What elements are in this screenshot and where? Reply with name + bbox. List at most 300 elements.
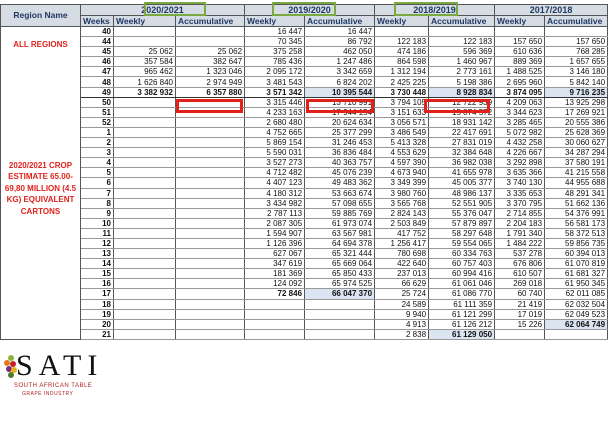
- accumulative-cell-2018: 56 581 173: [545, 218, 608, 228]
- table-row: [1, 77, 608, 87]
- weekly-cell-2019: 1 256 417: [375, 238, 429, 248]
- weekly-cell-2020: 181 369: [245, 269, 305, 279]
- accumulative-cell-2020: 6 824 202: [305, 77, 375, 87]
- weekly-cell-2019: 66 629: [375, 279, 429, 289]
- weekly-cell-2021: 25 062: [114, 47, 176, 57]
- accumulative-cell-2018: 20 555 386: [545, 117, 608, 127]
- accumulative-cell-2019: 45 005 377: [429, 178, 495, 188]
- weekly-cell-2019: 4 553 629: [375, 148, 429, 158]
- weekly-cell-2018: 3 874 095: [495, 87, 545, 97]
- accumulative-cell-2020: 65 850 433: [305, 269, 375, 279]
- accumulative-header-2021: Accumulative: [176, 16, 245, 27]
- accumulative-cell-2020: 40 363 757: [305, 158, 375, 168]
- accumulative-cell-2020: 45 076 239: [305, 168, 375, 178]
- accumulative-cell-2021: [176, 319, 245, 329]
- accumulative-cell-2018: 30 060 627: [545, 138, 608, 148]
- weekly-cell-2018: [495, 329, 545, 339]
- accumulative-cell-2021: [176, 188, 245, 198]
- week-cell: 50: [81, 97, 114, 107]
- weekly-header-2021: Weekly: [114, 16, 176, 27]
- accumulative-cell-2021: [176, 158, 245, 168]
- accumulative-cell-2019: 61 111 359: [429, 299, 495, 309]
- weekly-cell-2019: 3 349 399: [375, 178, 429, 188]
- accumulative-cell-2018: 3 146 180: [545, 67, 608, 77]
- weekly-cell-2018: 1 484 222: [495, 238, 545, 248]
- weekly-cell-2021: [114, 208, 176, 218]
- table-row: [1, 47, 608, 57]
- accumulative-cell-2020: 16 447: [305, 27, 375, 37]
- accumulative-cell-2019: 32 384 648: [429, 148, 495, 158]
- weekly-cell-2020: [245, 329, 305, 339]
- accumulative-cell-2020: 86 792: [305, 37, 375, 47]
- table-row: [1, 27, 608, 37]
- accumulative-cell-2021: 382 647: [176, 57, 245, 67]
- accumulative-cell-2018: 51 662 136: [545, 198, 608, 208]
- accumulative-cell-2020: 64 694 378: [305, 238, 375, 248]
- table-row: [1, 127, 608, 137]
- crop-estimate-label: 2020/2021 CROP ESTIMATE 65.00-69,80 MILLION (4.5 KG) EQUIVALENT CARTONS: [4, 160, 77, 216]
- weekly-cell-2018: 537 278: [495, 249, 545, 259]
- weekly-cell-2020: [245, 309, 305, 319]
- accumulative-cell-2019: 60 757 403: [429, 259, 495, 269]
- weekly-cell-2018: 3 740 130: [495, 178, 545, 188]
- accumulative-cell-2021: [176, 269, 245, 279]
- table-row: [1, 279, 608, 289]
- weekly-cell-2020: 347 619: [245, 259, 305, 269]
- weekly-cell-2018: 2 695 960: [495, 77, 545, 87]
- weekly-cell-2018: 2 714 855: [495, 208, 545, 218]
- weekly-cell-2021: [114, 228, 176, 238]
- weekly-cell-2020: 4 180 312: [245, 188, 305, 198]
- weekly-cell-2018: 269 018: [495, 279, 545, 289]
- weekly-cell-2019: 1 312 194: [375, 67, 429, 77]
- accumulative-cell-2018: 9 716 235: [545, 87, 608, 97]
- accumulative-cell-2021: [176, 309, 245, 319]
- weekly-cell-2020: 2 680 480: [245, 117, 305, 127]
- accumulative-cell-2018: [545, 329, 608, 339]
- accumulative-cell-2020: 65 321 444: [305, 249, 375, 259]
- accumulative-cell-2018: [545, 27, 608, 37]
- weekly-cell-2018: 610 507: [495, 269, 545, 279]
- accumulative-cell-2018: 5 842 140: [545, 77, 608, 87]
- accumulative-cell-2018: 768 285: [545, 47, 608, 57]
- accumulative-cell-2018: 62 032 504: [545, 299, 608, 309]
- accumulative-cell-2019: 36 982 038: [429, 158, 495, 168]
- accumulative-cell-2021: [176, 27, 245, 37]
- week-cell: 6: [81, 178, 114, 188]
- accumulative-cell-2018: 60 394 013: [545, 249, 608, 259]
- weekly-cell-2020: [245, 299, 305, 309]
- week-cell: 46: [81, 57, 114, 67]
- table-row: [1, 188, 608, 198]
- weekly-cell-2019: 3 730 448: [375, 87, 429, 97]
- weekly-cell-2021: [114, 319, 176, 329]
- weekly-cell-2020: 1 594 907: [245, 228, 305, 238]
- accumulative-cell-2019: 60 994 416: [429, 269, 495, 279]
- accumulative-cell-2020: [305, 329, 375, 339]
- season-header-2018: 2017/2018: [495, 5, 608, 16]
- accumulative-cell-2019: 18 931 142: [429, 117, 495, 127]
- accumulative-cell-2018: 62 011 085: [545, 289, 608, 299]
- week-cell: 4: [81, 158, 114, 168]
- accumulative-cell-2021: [176, 168, 245, 178]
- weekly-cell-2019: 2 425 225: [375, 77, 429, 87]
- weekly-cell-2020: 5 869 154: [245, 138, 305, 148]
- accumulative-cell-2020: 63 567 981: [305, 228, 375, 238]
- table-row: [1, 259, 608, 269]
- accumulative-cell-2021: [176, 249, 245, 259]
- accumulative-cell-2020: [305, 309, 375, 319]
- weekly-cell-2021: [114, 27, 176, 37]
- accumulative-cell-2019: 58 297 648: [429, 228, 495, 238]
- accumulative-cell-2021: [176, 127, 245, 137]
- accumulative-cell-2019: 1 460 967: [429, 57, 495, 67]
- weekly-cell-2021: [114, 299, 176, 309]
- weekly-cell-2021: [114, 138, 176, 148]
- weekly-cell-2019: 417 752: [375, 228, 429, 238]
- accumulative-cell-2020: 53 663 674: [305, 188, 375, 198]
- weekly-cell-2019: 474 186: [375, 47, 429, 57]
- table-row: [1, 299, 608, 309]
- weekly-cell-2019: 3 151 633: [375, 107, 429, 117]
- weekly-cell-2018: 610 636: [495, 47, 545, 57]
- accumulative-cell-2020: 3 342 659: [305, 67, 375, 77]
- accumulative-cell-2018: 61 681 327: [545, 269, 608, 279]
- weekly-cell-2021: [114, 289, 176, 299]
- week-cell: 12: [81, 238, 114, 248]
- table-row: [1, 178, 608, 188]
- accumulative-cell-2020: 25 377 299: [305, 127, 375, 137]
- accumulative-cell-2018: 61 950 345: [545, 279, 608, 289]
- table-row: [1, 117, 608, 127]
- table-row: [1, 309, 608, 319]
- weekly-cell-2019: 4 673 940: [375, 168, 429, 178]
- week-cell: 3: [81, 148, 114, 158]
- week-cell: 2: [81, 138, 114, 148]
- accumulative-cell-2020: 36 836 484: [305, 148, 375, 158]
- week-cell: 14: [81, 259, 114, 269]
- accumulative-cell-2018: 25 628 369: [545, 127, 608, 137]
- accumulative-cell-2020: 57 098 655: [305, 198, 375, 208]
- accumulative-cell-2018: 41 215 558: [545, 168, 608, 178]
- weekly-cell-2020: 785 436: [245, 57, 305, 67]
- weekly-cell-2019: 5 413 328: [375, 138, 429, 148]
- weekly-cell-2018: 21 419: [495, 299, 545, 309]
- accumulative-cell-2020: 61 973 074: [305, 218, 375, 228]
- accumulative-cell-2021: [176, 259, 245, 269]
- accumulative-cell-2020: 1 247 486: [305, 57, 375, 67]
- accumulative-header-2019: Accumulative: [429, 16, 495, 27]
- sati-tagline-2: GRAPE INDUSTRY: [22, 391, 74, 397]
- accumulative-cell-2021: [176, 238, 245, 248]
- weekly-cell-2021: [114, 158, 176, 168]
- accumulative-cell-2018: 61 070 819: [545, 259, 608, 269]
- accumulative-cell-2018: 13 925 298: [545, 97, 608, 107]
- weekly-cell-2019: 2 838: [375, 329, 429, 339]
- table-row: [1, 67, 608, 77]
- accumulative-cell-2021: 6 357 880: [176, 87, 245, 97]
- week-cell: 9: [81, 208, 114, 218]
- weekly-cell-2020: 1 126 396: [245, 238, 305, 248]
- week-cell: 17: [81, 289, 114, 299]
- table-row: [1, 218, 608, 228]
- week-cell: 49: [81, 87, 114, 97]
- accumulative-cell-2021: [176, 228, 245, 238]
- accumulative-cell-2019: 41 655 978: [429, 168, 495, 178]
- weekly-cell-2018: 157 650: [495, 37, 545, 47]
- accumulative-cell-2018: 59 856 735: [545, 238, 608, 248]
- weekly-cell-2020: 2 787 113: [245, 208, 305, 218]
- sati-tagline-1: SOUTH AFRICAN TABLE: [14, 383, 93, 389]
- weekly-cell-2021: 357 584: [114, 57, 176, 67]
- weekly-cell-2020: 3 315 446: [245, 97, 305, 107]
- weekly-cell-2019: 2 824 143: [375, 208, 429, 218]
- accumulative-cell-2019: 61 126 212: [429, 319, 495, 329]
- weekly-cell-2020: 16 447: [245, 27, 305, 37]
- weekly-cell-2021: 3 382 932: [114, 87, 176, 97]
- weekly-cell-2021: [114, 198, 176, 208]
- crop-table: [0, 4, 608, 340]
- weekly-cell-2018: 5 072 982: [495, 127, 545, 137]
- weekly-cell-2019: 4 597 390: [375, 158, 429, 168]
- table-row: [1, 138, 608, 148]
- accumulative-cell-2021: [176, 97, 245, 107]
- weekly-cell-2020: 5 590 031: [245, 148, 305, 158]
- accumulative-cell-2020: 66 047 370: [305, 289, 375, 299]
- week-cell: 10: [81, 218, 114, 228]
- weekly-header-2019: Weekly: [375, 16, 429, 27]
- accumulative-cell-2019: 2 773 161: [429, 67, 495, 77]
- table-row: [1, 97, 608, 107]
- weekly-cell-2019: 864 598: [375, 57, 429, 67]
- weekly-cell-2018: 15 226: [495, 319, 545, 329]
- weekly-cell-2018: 3 344 623: [495, 107, 545, 117]
- week-cell: 13: [81, 249, 114, 259]
- accumulative-cell-2018: 58 372 513: [545, 228, 608, 238]
- accumulative-cell-2018: 157 650: [545, 37, 608, 47]
- accumulative-cell-2018: 54 376 991: [545, 208, 608, 218]
- weekly-cell-2019: 4 913: [375, 319, 429, 329]
- accumulative-cell-2020: 31 246 453: [305, 138, 375, 148]
- weekly-cell-2019: 2 503 849: [375, 218, 429, 228]
- weekly-cell-2019: 3 980 760: [375, 188, 429, 198]
- accumulative-cell-2021: [176, 329, 245, 339]
- table-row: [1, 87, 608, 97]
- weekly-cell-2019: 3 565 768: [375, 198, 429, 208]
- weekly-cell-2020: [245, 319, 305, 329]
- week-cell: 7: [81, 188, 114, 198]
- weekly-cell-2020: 4 407 123: [245, 178, 305, 188]
- accumulative-cell-2019: 596 369: [429, 47, 495, 57]
- accumulative-cell-2019: 59 554 065: [429, 238, 495, 248]
- weekly-cell-2018: 676 806: [495, 259, 545, 269]
- accumulative-cell-2019: 8 928 834: [429, 87, 495, 97]
- table-row: [1, 37, 608, 47]
- table-row: [1, 168, 608, 178]
- accumulative-header-2020: Accumulative: [305, 16, 375, 27]
- accumulative-cell-2021: [176, 138, 245, 148]
- weekly-cell-2020: 72 846: [245, 289, 305, 299]
- weekly-cell-2019: 780 698: [375, 249, 429, 259]
- accumulative-header-2018: Accumulative: [545, 16, 608, 27]
- week-cell: 5: [81, 168, 114, 178]
- accumulative-cell-2021: [176, 208, 245, 218]
- weekly-cell-2018: 889 369: [495, 57, 545, 67]
- weekly-cell-2021: 1 626 840: [114, 77, 176, 87]
- weekly-cell-2018: 60 740: [495, 289, 545, 299]
- accumulative-cell-2019: 27 831 019: [429, 138, 495, 148]
- table-row: [1, 198, 608, 208]
- week-cell: 1: [81, 127, 114, 137]
- table-row: [1, 329, 608, 339]
- accumulative-cell-2020: 59 885 769: [305, 208, 375, 218]
- all-regions-label: ALL REGIONS: [13, 40, 68, 49]
- weekly-cell-2021: [114, 269, 176, 279]
- accumulative-cell-2019: 12 722 939: [429, 97, 495, 107]
- accumulative-cell-2018: 62 049 523: [545, 309, 608, 319]
- accumulative-cell-2020: 462 050: [305, 47, 375, 57]
- weekly-cell-2020: 627 067: [245, 249, 305, 259]
- table-row: [1, 158, 608, 168]
- accumulative-cell-2021: 2 974 949: [176, 77, 245, 87]
- accumulative-cell-2018: 17 269 921: [545, 107, 608, 117]
- sati-logo: [2, 345, 102, 415]
- accumulative-cell-2019: 5 198 386: [429, 77, 495, 87]
- weekly-cell-2020: 4 752 665: [245, 127, 305, 137]
- week-cell: 45: [81, 47, 114, 57]
- weekly-cell-2018: 17 019: [495, 309, 545, 319]
- accumulative-cell-2021: [176, 279, 245, 289]
- weekly-cell-2021: [114, 259, 176, 269]
- weekly-cell-2019: 25 724: [375, 289, 429, 299]
- weekly-cell-2018: 2 204 183: [495, 218, 545, 228]
- weekly-cell-2019: 3 486 549: [375, 127, 429, 137]
- weekly-cell-2018: 4 226 667: [495, 148, 545, 158]
- table-row: [1, 148, 608, 158]
- weekly-cell-2020: 2 095 172: [245, 67, 305, 77]
- accumulative-cell-2018: 34 287 294: [545, 148, 608, 158]
- weekly-cell-2019: 24 589: [375, 299, 429, 309]
- weekly-cell-2020: 3 571 342: [245, 87, 305, 97]
- accumulative-cell-2021: [176, 218, 245, 228]
- accumulative-cell-2020: [305, 299, 375, 309]
- weekly-cell-2021: [114, 97, 176, 107]
- weekly-cell-2018: 4 432 258: [495, 138, 545, 148]
- weekly-cell-2018: 3 335 653: [495, 188, 545, 198]
- accumulative-cell-2019: 61 129 050: [429, 329, 495, 339]
- accumulative-cell-2021: [176, 148, 245, 158]
- weekly-cell-2020: 2 087 305: [245, 218, 305, 228]
- accumulative-cell-2019: [429, 27, 495, 37]
- weekly-cell-2019: 122 183: [375, 37, 429, 47]
- accumulative-cell-2019: 48 986 137: [429, 188, 495, 198]
- accumulative-cell-2020: 13 710 991: [305, 97, 375, 107]
- table-row: [1, 238, 608, 248]
- weekly-cell-2021: [114, 178, 176, 188]
- accumulative-cell-2019: 61 061 046: [429, 279, 495, 289]
- season-header-2019: 2018/2019: [375, 5, 495, 16]
- weekly-cell-2018: 1 791 340: [495, 228, 545, 238]
- accumulative-cell-2018: 48 291 341: [545, 188, 608, 198]
- accumulative-cell-2019: 22 417 691: [429, 127, 495, 137]
- weekly-cell-2019: 3 794 105: [375, 97, 429, 107]
- week-cell: 8: [81, 198, 114, 208]
- weekly-cell-2021: [114, 218, 176, 228]
- weekly-cell-2019: [375, 27, 429, 37]
- weekly-cell-2020: 3 434 982: [245, 198, 305, 208]
- accumulative-cell-2020: 65 669 064: [305, 259, 375, 269]
- table-row: [1, 228, 608, 238]
- week-cell: 20: [81, 319, 114, 329]
- weeks-header: Weeks: [81, 16, 114, 27]
- week-cell: 21: [81, 329, 114, 339]
- weekly-cell-2021: [114, 107, 176, 117]
- accumulative-cell-2018: 37 580 191: [545, 158, 608, 168]
- season-header-2021: 2020/2021: [81, 5, 245, 16]
- weekly-cell-2020: 3 481 543: [245, 77, 305, 87]
- week-cell: 11: [81, 228, 114, 238]
- accumulative-cell-2018: 1 657 655: [545, 57, 608, 67]
- accumulative-cell-2020: 17 944 154: [305, 107, 375, 117]
- table-row: [1, 269, 608, 279]
- weekly-cell-2021: 965 462: [114, 67, 176, 77]
- table-row: [1, 289, 608, 299]
- accumulative-cell-2020: [305, 319, 375, 329]
- table-row: [1, 319, 608, 329]
- weekly-cell-2021: [114, 168, 176, 178]
- region-column: [1, 27, 81, 340]
- weekly-cell-2020: 124 092: [245, 279, 305, 289]
- week-cell: 52: [81, 117, 114, 127]
- accumulative-cell-2021: [176, 289, 245, 299]
- weekly-cell-2018: [495, 27, 545, 37]
- accumulative-cell-2020: 10 395 544: [305, 87, 375, 97]
- accumulative-cell-2019: 52 551 905: [429, 198, 495, 208]
- week-cell: 19: [81, 309, 114, 319]
- weekly-cell-2021: [114, 148, 176, 158]
- table-row: [1, 57, 608, 67]
- weekly-cell-2021: [114, 127, 176, 137]
- week-cell: 51: [81, 107, 114, 117]
- week-cell: 15: [81, 269, 114, 279]
- table-row: [1, 208, 608, 218]
- accumulative-cell-2021: [176, 117, 245, 127]
- accumulative-cell-2019: 61 086 770: [429, 289, 495, 299]
- accumulative-cell-2021: [176, 178, 245, 188]
- accumulative-cell-2019: 55 376 047: [429, 208, 495, 218]
- accumulative-cell-2021: [176, 107, 245, 117]
- weekly-cell-2019: 9 940: [375, 309, 429, 319]
- accumulative-cell-2021: [176, 299, 245, 309]
- weekly-cell-2018: 1 488 525: [495, 67, 545, 77]
- accumulative-cell-2018: 62 064 749: [545, 319, 608, 329]
- accumulative-cell-2020: 20 624 634: [305, 117, 375, 127]
- weekly-cell-2021: [114, 309, 176, 319]
- weekly-cell-2020: 4 712 482: [245, 168, 305, 178]
- sati-logo-text: SATI: [16, 349, 104, 382]
- weekly-cell-2021: [114, 279, 176, 289]
- weekly-cell-2020: 3 527 273: [245, 158, 305, 168]
- week-cell: 47: [81, 67, 114, 77]
- accumulative-cell-2020: 65 974 525: [305, 279, 375, 289]
- accumulative-cell-2019: 122 183: [429, 37, 495, 47]
- week-cell: 18: [81, 299, 114, 309]
- week-cell: 16: [81, 279, 114, 289]
- accumulative-cell-2021: [176, 198, 245, 208]
- weekly-cell-2021: [114, 238, 176, 248]
- season-header-2020: 2019/2020: [245, 5, 375, 16]
- weekly-cell-2021: [114, 37, 176, 47]
